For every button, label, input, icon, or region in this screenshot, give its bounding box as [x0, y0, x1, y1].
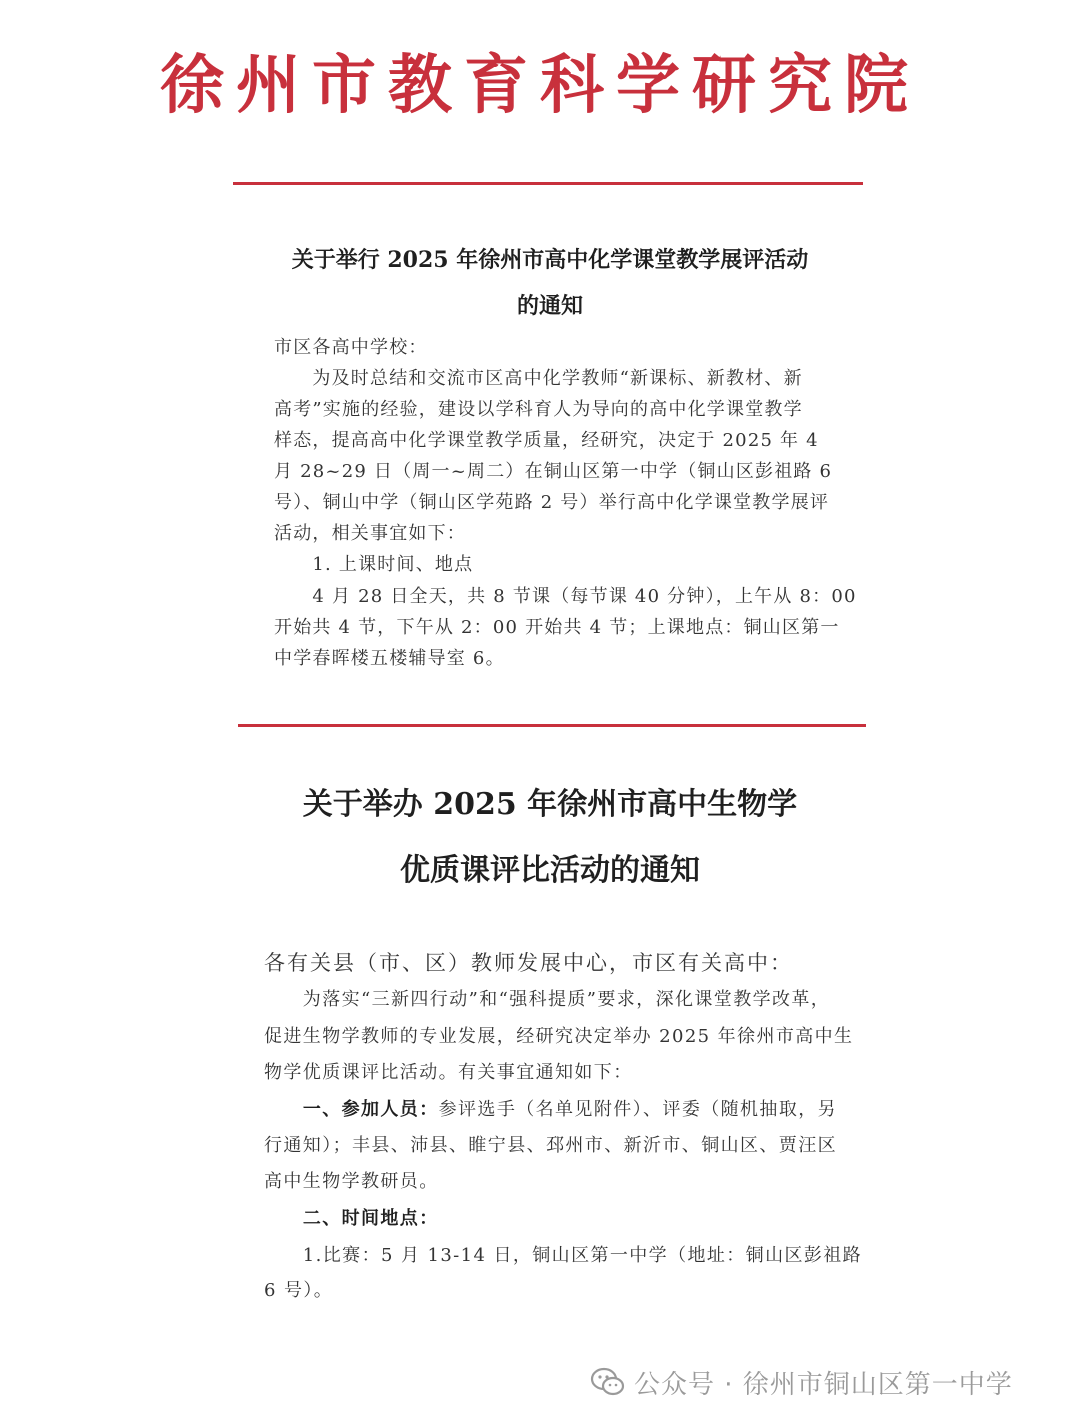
wechat-icon	[590, 1367, 626, 1397]
doc1-text-line: 市区各高中学校：	[274, 337, 428, 358]
doc1-text-line: 4 月 28 日全天，共 8 节课（每节课 40 分钟），上午从 8：00	[274, 586, 857, 607]
doc2-section2-heading: 二、时间地点：	[302, 1208, 439, 1229]
red-divider	[238, 724, 866, 727]
doc1-title-continued: 的通知	[516, 293, 583, 319]
doc1-text-line: 样态，提高高中化学课堂教学质量，经研究，决定于 2025 年 4	[274, 430, 819, 451]
doc1-title: 关于举行 2025 年徐州市高中化学课堂教学展评活动	[291, 247, 809, 273]
doc1-text-line: 为及时总结和交流市区高中化学教师“新课标、新教材、新	[274, 368, 803, 389]
wechat-watermark	[590, 1360, 1013, 1404]
doc2-addressee: 各有关县（市、区）教师发展中心，市区有关高中：	[264, 951, 793, 975]
doc2-text-line: 1.比赛：5 月 13-14 日，铜山区第一中学（地址：铜山区彭祖路	[264, 1245, 863, 1266]
doc1-text-line: 号）、铜山中学（铜山区学苑路 2 号）举行高中化学课堂教学展评	[274, 492, 830, 513]
doc2-section1-heading: 一、参加人员：	[302, 1099, 439, 1120]
doc2-title-continued: 优质课评比活动的通知	[400, 853, 700, 888]
doc1-text-line: 中学春晖楼五楼辅导室 6。	[274, 648, 505, 669]
doc1-text-line: 1. 上课时间、地点	[274, 554, 474, 575]
doc2-text-line: 促进生物学教师的专业发展，经研究决定举办 2025 年徐州市高中生	[264, 1026, 854, 1047]
doc1-text-line: 活动，相关事宜如下：	[274, 523, 466, 544]
doc2-text-line: 行通知）；丰县、沛县、睢宁县、邳州市、新沂市、铜山区、贾汪区	[264, 1135, 837, 1156]
doc2-text-line: 物学优质课评比活动。有关事宜通知如下：	[264, 1062, 633, 1083]
doc2-section1-text: 参评选手（名单见附件）、评委（随机抽取，另	[438, 1099, 838, 1120]
doc2-title: 关于举办 2025 年徐州市高中生物学	[302, 787, 798, 822]
doc2-text-line: 6 号）。	[264, 1280, 334, 1301]
doc2-section1	[264, 1092, 844, 1128]
doc2-text-line: 高中生物学教研员。	[264, 1171, 439, 1192]
institute-name: 徐州市教育科学研究院	[160, 48, 920, 123]
doc1-text-line: 月 28~29 日（周一~周二）在铜山区第一中学（铜山区彭祖路 6	[274, 461, 833, 482]
doc1-text-line: 开始共 4 节，下午从 2：00 开始共 4 节；上课地点：铜山区第一	[274, 617, 840, 638]
red-divider	[233, 182, 863, 185]
watermark-text: 公众号 · 徐州市铜山区第一中学	[634, 1369, 1013, 1400]
doc2-text-line: 为落实“三新四行动”和“强科提质”要求，深化课堂教学改革，	[264, 989, 831, 1010]
doc1-text-line: 高考”实施的经验，建设以学科育人为导向的高中化学课堂教学	[274, 399, 803, 420]
doc2-section2	[264, 1201, 844, 1237]
